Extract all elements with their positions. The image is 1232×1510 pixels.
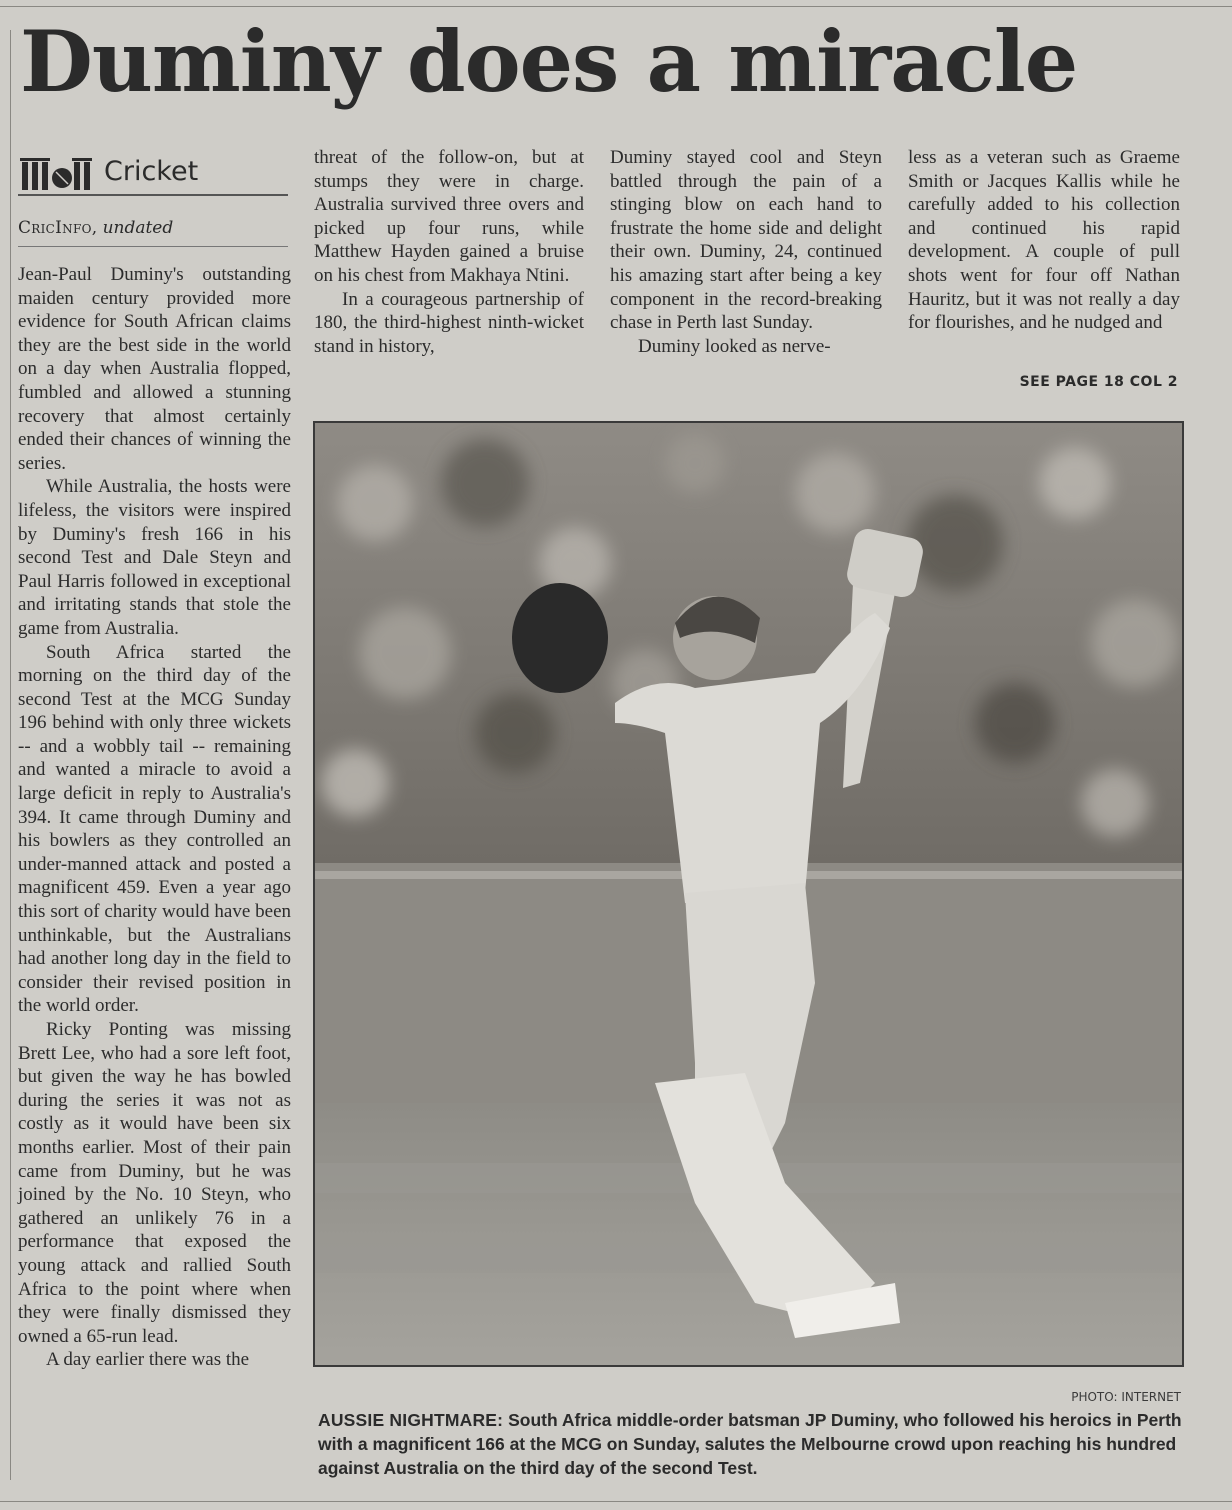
paragraph: A day earlier there was the bbox=[46, 1349, 250, 1371]
caption-lead: AUSSIE NIGHTMARE: bbox=[318, 1410, 504, 1430]
bottom-rule bbox=[0, 1501, 1232, 1502]
byline-note: undated bbox=[102, 218, 174, 238]
byline: CricInfo, undated bbox=[18, 218, 288, 247]
article-column-4 bbox=[908, 146, 1180, 335]
headline: Duminy does a miracle bbox=[20, 12, 1078, 111]
section-label: Cricket bbox=[104, 156, 199, 187]
paragraph: While Australia, the hosts were lifeless, the visitors were inspired by Duminy's fresh 166 in his second Test and Dale Steyn and Paul Harris followed in exceptional and irritating stands that stole the game from Australia. bbox=[18, 476, 291, 639]
section-header bbox=[18, 148, 288, 196]
article-column-1 bbox=[18, 263, 291, 1372]
article-photo bbox=[313, 421, 1184, 1367]
cricket-stumps-ball-icon bbox=[18, 152, 98, 192]
byline-source: CricInfo bbox=[18, 218, 92, 238]
left-rule bbox=[10, 30, 11, 1480]
paragraph: Ricky Ponting was missing Brett Lee, who had a sore left foot, but given the way he has bowled during the series it was not as costly as it would have been six months earlier. Most of their pain came from Duminy, but he was joined by the No. 10 Steyn, who gathered an unlikely 76 in a performance that exposed the young attack and rallied South Africa to the point where when they were finally dismissed they owned a 65-run lead. bbox=[18, 1019, 291, 1347]
photo-credit: PHOTO: INTERNET bbox=[1071, 1390, 1181, 1404]
paragraph: Duminy looked as nerve- bbox=[638, 335, 831, 357]
paragraph: In a courageous partnership of 180, the third-highest ninth-wicket stand in history, bbox=[314, 288, 584, 357]
paragraph: South Africa started the morning on the third day of the second Test at the MCG Sunday 196 behind with only three wickets -- and a wobbly tail -- remaining and wanted a miracle to avoid a large deficit in reply to Australia's 394. It came through Duminy and his bowlers as they controlled an under-manned attack and posted a magnificent 459. Even a year ago this sort of charity would have been unthinkable, but the Australians had another long day in the field to consider their revised position in the world order. bbox=[18, 641, 291, 1017]
photo-caption bbox=[318, 1408, 1182, 1480]
batsman-celebrating-photo bbox=[315, 423, 1182, 1365]
paragraph: Jean-Paul Duminy's outstanding maiden century provided more evidence for South African claims they are the best side in the world on a day when Australia flopped, fumbled and allowed a stunning recovery that almost certainly ended their chances of winning the series. bbox=[18, 264, 291, 474]
caption-text: South Africa middle-order batsman JP Duminy, who followed his heroics in Perth with a magnificent 166 at the MCG on Sunday, salutes the Melbourne crowd upon reaching his hundred against Australia on the third day of the second Test. bbox=[318, 1410, 1182, 1478]
paragraph: less as a veteran such as Graeme Smith or Jacques Kallis while he carefully added to his collection and continued his rapid development. A couple of pull shots went for four off Nathan Hauritz, but it was not really a day for flourishes, and he nudged and bbox=[908, 147, 1180, 334]
article-column-2 bbox=[314, 146, 584, 358]
paragraph: threat of the follow-on, but at stumps they were in charge. Australia survived three overs and picked up four runs, while Matthew Hayden gained a bruise on his chest from Makhaya Ntini. bbox=[314, 147, 584, 286]
article-column-3 bbox=[610, 146, 882, 358]
continuation-note: SEE PAGE 18 COL 2 bbox=[1019, 374, 1178, 390]
top-rule bbox=[0, 6, 1232, 7]
paragraph: Duminy stayed cool and Steyn battled through the pain of a stinging blow on each hand to frustrate the home side and delight their own. Duminy, 24, continued his amazing start after being a key component in the record-breaking chase in Perth last Sunday. bbox=[610, 147, 882, 334]
